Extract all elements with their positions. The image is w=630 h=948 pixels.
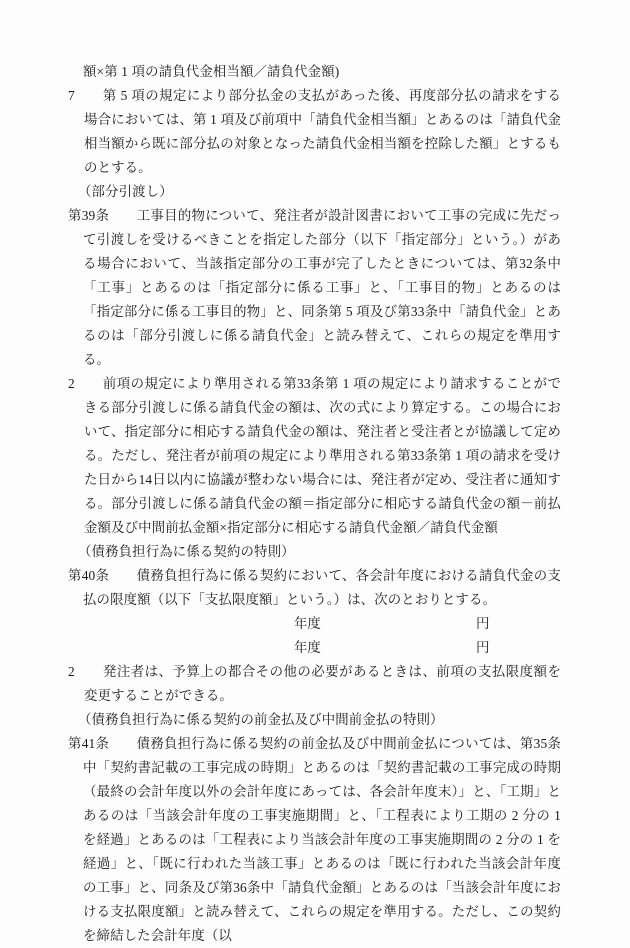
fiscal-year-row xyxy=(68,636,561,660)
heading-debt-burden-prepayment: （債務負担行為に係る契約の前金払及び中間前金払の特則） xyxy=(78,712,444,727)
formula-tail-line: 額×第 1 項の請負代金相当額／請負代金額) xyxy=(83,64,340,79)
heading-partial-delivery: （部分引渡し） xyxy=(78,184,173,199)
currency-unit-label: 円 xyxy=(476,616,490,631)
fiscal-year-label: 年度 xyxy=(294,616,321,631)
fiscal-year-row xyxy=(68,612,561,636)
paragraph-item-7: 7 第 5 項の規定により部分払金の支払があった後、再度部分払の請求をする場合においては、第 1 項及び前項中「請負代金相当額」とあるのは「請負代金相当額から既に部分払の対象となった請負代金相当額を控除した額」とするものとする。 xyxy=(68,88,561,175)
article-41: 第41条 債務負担行為に係る契約の前金払及び中間前金払については、第35条中「契約書記載の工事完成の時期」とあるのは「契約書記載の工事完成の時期（最終の会計年度以外の会計年度にあっては、各会計年度末）」と、「工期」とあるのは「当該会計年度の工事実施期間」と、「工程表により工期の 2 分の 1 を経過」とあるのは「工程表により当該会計年度の工事実施期間の 2 分の 1 を経過」と、「既に行われた当該工事」とあるのは「既に行われた当該会計年度の工事」と、同条及び第36条中「請負代金額」とあるのは「当該会計年度における支払限度額」と読み替えて、これらの規定を準用する。ただし、この契約を締結した会計年度（以 xyxy=(68,736,561,943)
heading-debt-burden-contract: （債務負担行為に係る契約の特則） xyxy=(78,544,295,559)
top-spacer xyxy=(68,52,561,60)
article-40: 第40条 債務負担行為に係る契約において、各会計年度における請負代金の支払の限度額（以下「支払限度額」という。）は、次のとおりとする。 xyxy=(68,568,561,607)
article-40-item-2: 2 発注者は、予算上の都合その他の必要があるときは、前項の支払限度額を変更することができる。 xyxy=(68,664,561,703)
article-39: 第39条 工事目的物について、発注者が設計図書において工事の完成に先だって引渡しを受けるべきことを指定した部分（以下「指定部分」という。）がある場合において、当該指定部分の工事が完了したときについては、第32条中「工事」とあるのは「指定部分に係る工事」と、「工事目的物」とあるのは「指定部分に係る工事目的物」と、同条第 5 項及び第33条中「請負代金」とあるのは「部分引渡しに係る請負代金」と読み替えて、これらの規定を準用する。 xyxy=(68,208,561,367)
fiscal-year-label: 年度 xyxy=(294,640,321,655)
currency-unit-label: 円 xyxy=(476,640,490,655)
article-39-item-2: 2 前項の規定により準用される第33条第 1 項の規定により請求することができる部分引渡しに係る請負代金の額は、次の式により算定する。この場合において、指定部分に相応する請負代金の額は、発注者と受注者とが協議して定める。ただし、発注者が前項の規定により準用される第33条第 1 項の請求を受けた日から14日以内に協議が整わない場合には、発注者が定め、受注者に通知する。部分引渡しに係る請負代金の額＝指定部分に相応する請負代金の額－前払金額及び中間前払金額×指定部分に相応する請負代金額／請負代金額 xyxy=(68,376,561,535)
